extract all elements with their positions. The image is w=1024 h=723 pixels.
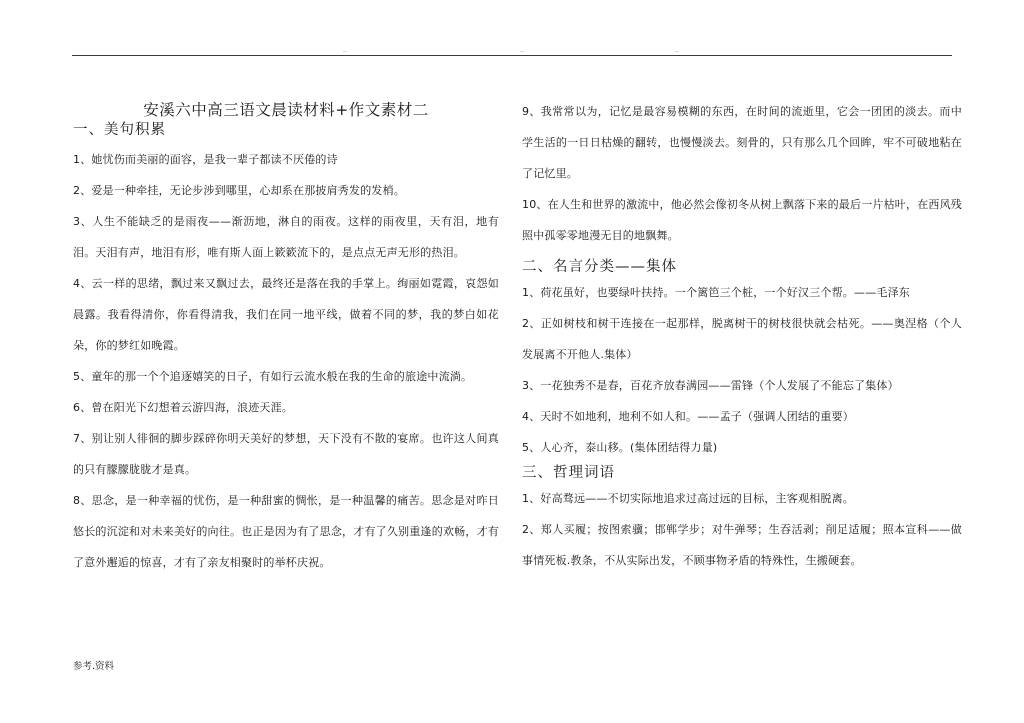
header-mark: .. [520, 47, 524, 54]
footer-label: 参考.资料 [73, 661, 115, 672]
list-item: 6、曾在阳光下幻想着云游四海，浪迹天涯。 [73, 401, 293, 414]
list-item: 4、云一样的思绪，飘过来又飘过去，最终还是落在我的手掌上。绚丽如霓霞，哀怨如晨露。我看得清你，你看得清我，我们在同一地平线，做着不同的梦，我的梦白如花朵，你的梦红如晚霞。 [73, 277, 499, 352]
header-mark: .. [343, 47, 347, 54]
document-title: 安溪六中高三语文晨读材料+作文素材二 [143, 101, 429, 119]
quote-item: 3、一花独秀不是春，百花齐放春满园——雷锋（个人发展了不能忘了集体） [522, 379, 899, 392]
list-item: 9、我常常以为，记忆是最容易模糊的东西，在时间的流逝里，它会一团团的淡去。而中学生活的一日日枯燥的翻转，也慢慢淡去。刻骨的，只有那么几个回眸，牢不可破地粘在了记忆里。 [522, 105, 962, 180]
section-heading-quotes: 二、名言分类——集体 [522, 259, 677, 275]
quote-item: 5、人心齐，泰山移。(集体团结得力量) [522, 441, 718, 454]
term-item: 2、郑人买履；按图索骥；邯郸学步；对牛弹琴；生吞活剥；削足适履；照本宣科——做事情死板.教条，不从实际出发，不顾事物矛盾的特殊性，生搬硬套。 [522, 523, 962, 567]
quote-item: 2、正如树枝和树干连接在一起那样，脱离树干的树枝很快就会枯死。——奥涅格（个人发展离不开他人.集体） [522, 317, 962, 361]
list-item: 10、在人生和世界的激流中，他必然会像初冬从树上飘落下来的最后一片枯叶，在西风残照中孤零零地漫无目的地飘舞。 [522, 198, 962, 242]
list-item: 5、童年的那一个个追逐嬉笑的日子，有如行云流水般在我的生命的旅途中流淌。 [73, 370, 473, 383]
list-item: 7、别让别人徘徊的脚步踩碎你明天美好的梦想，天下没有不散的宴席。也许这人间真的只有朦朦胧胧才是真。 [73, 432, 499, 476]
right-column [522, 96, 962, 576]
quote-item: 1、荷花虽好，也要绿叶扶持。一个篱笆三个桩，一个好汉三个帮。——毛泽东 [522, 286, 910, 299]
list-item: 1、她忧伤而美丽的面容，是我一辈子都读不厌倦的诗 [73, 153, 338, 166]
quote-item: 4、天时不如地利，地利不如人和。——孟子（强调人团结的重要） [522, 410, 854, 423]
term-item: 1、好高骛远——不切实际地追求过高过远的目标，主客观相脱离。 [522, 492, 854, 505]
left-column [73, 96, 499, 578]
header-mark: .. [675, 47, 679, 54]
list-item: 2、爱是一种牵挂，无论步涉到哪里，心却系在那披肩秀发的发梢。 [73, 184, 405, 197]
list-item: 3、人生不能缺乏的是雨夜——渐沥地，淋自的雨夜。这样的雨夜里，天有泪，地有泪。天泪有声，地泪有形，唯有斯人面上簌簌流下的，是点点无声无形的热泪。 [73, 215, 499, 259]
section-heading-philosophy: 三、哲理词语 [522, 465, 615, 481]
section-heading-sentences: 一、美句积累 [73, 122, 166, 138]
header-rule [72, 55, 952, 56]
list-item: 8、思念，是一种幸福的忧伤，是一种甜蜜的惆怅，是一种温馨的痛苦。思念是对昨日悠长的沉淀和对未来美好的向往。也正是因为有了思念，才有了久别重逢的欢畅，才有了意外邂逅的惊喜，才有了亲友相聚时的举杯庆祝。 [73, 494, 499, 569]
